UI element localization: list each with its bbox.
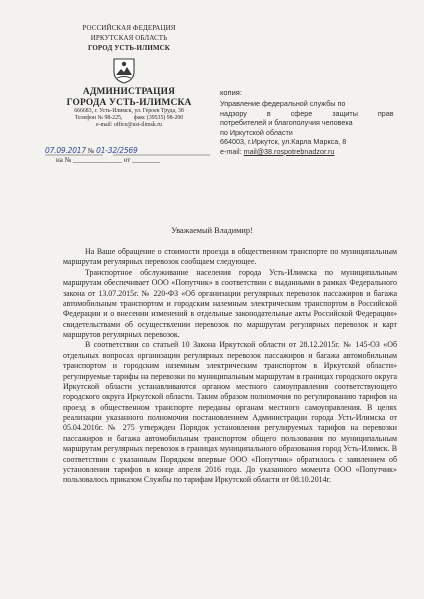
reference-from-label: от xyxy=(123,156,131,164)
registration-date: 07.09.2017 xyxy=(45,146,86,155)
recipient-line: потребителей и благополучия человека xyxy=(220,118,353,128)
email-line: e-mail: office@ust-ilimsk.ru xyxy=(95,122,163,129)
letterhead-line xyxy=(40,25,218,32)
salutation: Уважаемый Владимир! xyxy=(171,226,253,235)
recipient-block xyxy=(220,99,416,156)
address-line: 666683, г. Усть-Илимск, ул. Героев Труда, 38 xyxy=(74,108,184,114)
body-paragraph: Транспортное обслуживание населения города Усть-Илимска по муниципальным маршрутам обеспечивает ООО «Попутчик» в соответствии с выданными в рамках Федерального закона от 13.07.2015г. № 220-ФЗ «Об организации регулярных перевозок пассажиров и багажа автомобильным транспортом и городским наземным электрическим транспортом в Российской Федерации и о внесении изменений в отдельные законодательные акты Российской Федерации» свидетельствами об осуществлении перевозок по маршрутам регулярных перевозок и карт маршрутов регулярных перевозок. xyxy=(63,267,397,339)
reference-on-label: на № xyxy=(56,156,72,164)
registration-number: 01-32/2569 xyxy=(96,146,138,155)
reference-on-blank: ______________ xyxy=(73,156,123,164)
registration-number-prefix: № xyxy=(87,147,95,155)
organization-name xyxy=(40,87,218,109)
reference-from-blank: ________ xyxy=(132,156,161,164)
recipient-email-line xyxy=(220,147,416,157)
letterhead-country: РОССИЙСКАЯ ФЕДЕРАЦИЯ xyxy=(82,24,176,32)
recipient-email-link[interactable]: mail@38.rospotrebnadzor.ru xyxy=(243,146,335,156)
reference-line xyxy=(56,156,160,164)
recipient-line: по Иркутской области xyxy=(220,127,293,137)
body-paragraph: В соответствии со статьей 10 Закона Иркутской области от 28.12.2015г. № 145-ОЗ «Об отдельных вопросах организации регулярных перевозок пассажиров и багажа автомобильным транспортом и городским наземным электрическим транспортом в Иркутской области» регулируемые тарифы на перевозки по муниципальным маршрутам в границах городского округа Иркутской области устанавливаются органом местного самоуправления соответствующего городского округа Иркутской области. Таким образом полномочия по регулированию тарифов на проезд в общественном транспорте переданы органам местного самоуправления. В целях реализации указанного полномочия постановлением Администрации города Усть-Илимска от 05.04.2016г. № 275 утвержден Порядок установления регулируемых тарифов на перевозки пассажиров и багажа автомобильным транспортом общего пользования по муниципальным маршрутам регулярных перевозок в границах муниципального образования город Усть-Илимск. В соответствии с указанным Порядком впервые ООО «Попутчик» обратилось с заявлением об установлении тарифов в конце апреля 2016 года. До указанного момента ООО «Попутчик» пользовалось приказом Службы по тарифам Иркутской области от 08.10.2014г. xyxy=(63,340,397,485)
letter-body xyxy=(63,247,397,486)
letterhead-region: ИРКУТСКАЯ ОБЛАСТЬ xyxy=(90,34,168,42)
letterhead-address xyxy=(40,108,218,129)
letterhead-line xyxy=(40,45,218,52)
phone-fax-line: Телефон № 98-225, факс (39535) 98-200 xyxy=(74,115,184,122)
org-line-1: АДМИНИСТРАЦИЯ xyxy=(82,87,176,97)
recipient-line: Управление федеральной службы по xyxy=(220,99,346,108)
letterhead-city: ГОРОД УСТЬ-ИЛИМСК xyxy=(88,44,170,52)
org-line-2: ГОРОДА УСТЬ-ИЛИМСКА xyxy=(66,97,192,108)
recipient-line: надзору в сфере защиты прав xyxy=(220,108,394,118)
letterhead-line xyxy=(40,35,218,42)
coat-of-arms-icon xyxy=(113,58,135,84)
recipient-line: 664003, г.Иркутск, ул.Карла Маркса, 8 xyxy=(220,137,347,147)
body-paragraph: На Ваше обращение о стоимости проезда в общественном транспорте по муниципальным маршрутам регулярных перевозок сообщаем следующее. xyxy=(63,247,397,267)
copy-label: копия: xyxy=(220,88,242,97)
recipient-email-label: e-mail: xyxy=(220,146,242,156)
